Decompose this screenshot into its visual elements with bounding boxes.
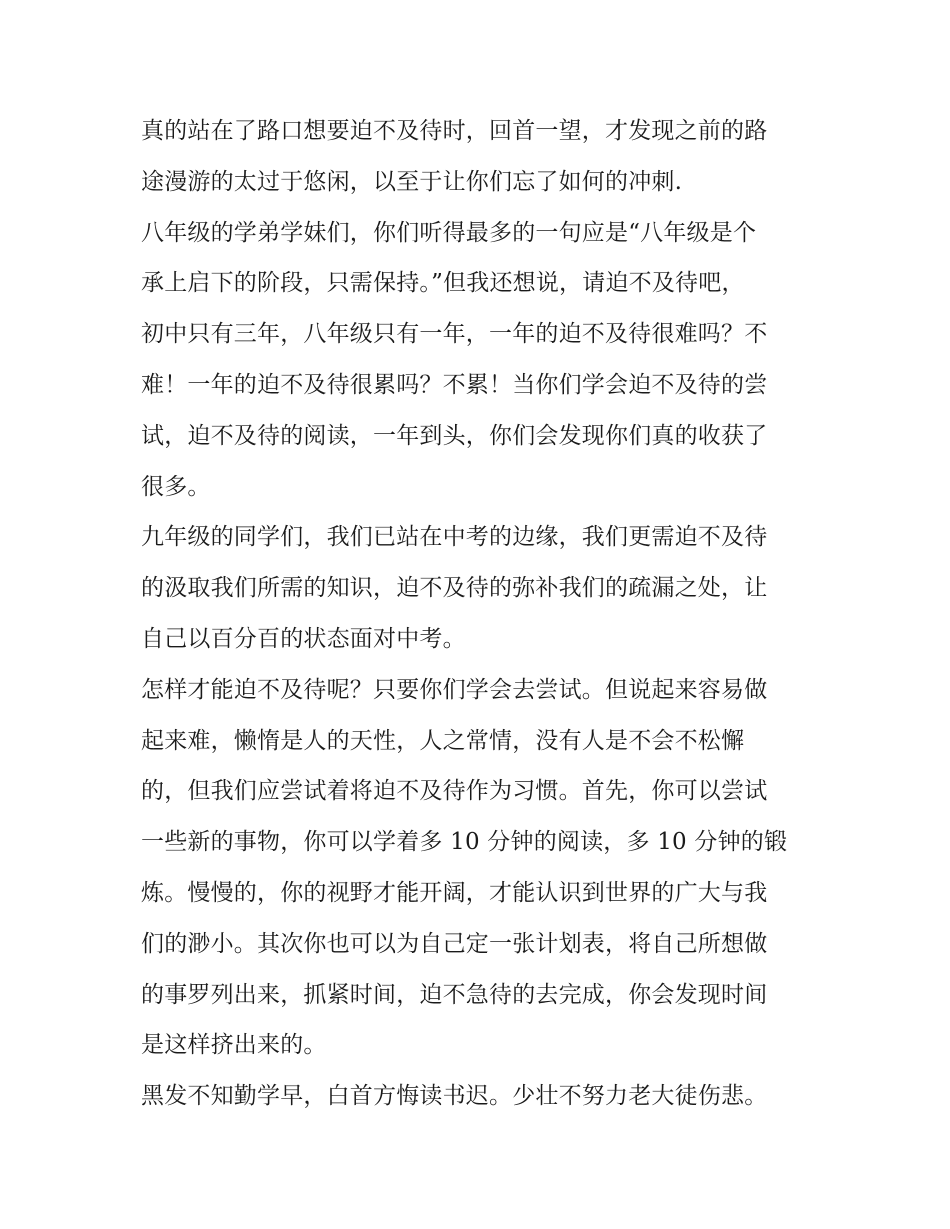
text-line: 一些新的事物，你可以学着多 10 分钟的阅读，多 10 分钟的锻 [141, 829, 788, 856]
text-line: 途漫游的太过于悠闲，以至于让你们忘了如何的冲刺. [141, 168, 683, 195]
text-line: 是这样挤出来的。 [141, 1032, 327, 1059]
text-line: 的，但我们应尝试着将迫不及待作为习惯。首先，你可以尝试 [141, 778, 768, 805]
text-line: 承上启下的阶段，只需保持。”但我还想说，请迫不及待吧， [141, 270, 745, 297]
text-line: 九年级的同学们，我们已站在中考的边缘，我们更需迫不及待 [141, 524, 768, 551]
text-line: 真的站在了路口想要迫不及待时，回首一望，才发现之前的路 [141, 118, 768, 144]
text-line: 的事罗列出来，抓紧时间，迫不急待的去完成，你会发现时间 [141, 981, 768, 1008]
text-line: 的汲取我们所需的知识，迫不及待的弥补我们的疏漏之处，让 [141, 575, 768, 602]
text-line: 怎样才能迫不及待呢？只要你们学会去尝试。但说起来容易做 [141, 676, 768, 703]
body-text [141, 106, 816, 1122]
text-line: 自己以百分百的状态面对中考。 [141, 625, 466, 652]
text-line: 很多。 [141, 473, 211, 500]
text-line: 炼。慢慢的，你的视野才能开阔，才能认识到世界的广大与我 [141, 879, 768, 906]
text-line: 试，迫不及待的阅读，一年到头，你们会发现你们真的收获了 [141, 422, 768, 449]
text-line: 们的渺小。其次你也可以为自己定一张计划表，将自己所想做 [141, 930, 768, 957]
text-line: 起来难，懒惰是人的天性，人之常情，没有人是不会不松懈 [141, 727, 745, 754]
text-line: 黑发不知勤学早，白首方悔读书迟。少壮不努力老大徒伤悲。 [141, 1083, 768, 1110]
text-line: 初中只有三年，八年级只有一年，一年的迫不及待很难吗？不 [141, 321, 768, 348]
text-line: 难！一年的迫不及待很累吗？不累！当你们学会迫不及待的尝 [141, 371, 768, 398]
text-line: 八年级的学弟学妹们，你们听得最多的一句应是“八年级是个 [141, 219, 757, 246]
